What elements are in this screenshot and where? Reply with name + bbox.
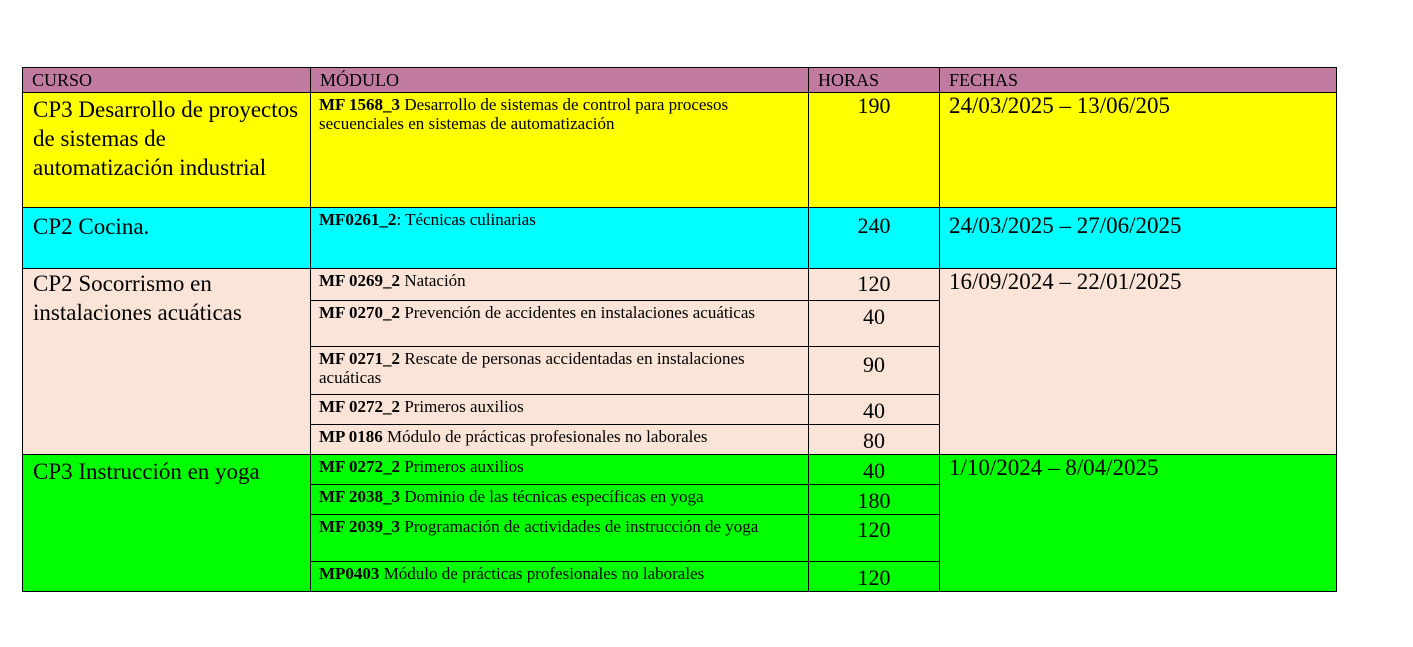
module-cell <box>311 395 809 425</box>
module-title: Prevención de accidentes en instalaciones acuáticas <box>400 303 756 322</box>
module-title: Desarrollo de sistemas de control para procesos secuenciales en sistemas de automatización <box>319 95 729 133</box>
module-text <box>311 562 808 583</box>
header-fechas: FECHAS <box>940 68 1337 93</box>
course-dates: 16/09/2024 – 22/01/2025 <box>949 269 1182 294</box>
module-code: MF 0269_2 <box>319 271 401 290</box>
module-text <box>311 208 808 229</box>
module-text <box>311 485 808 506</box>
module-title: : Técnicas culinarias <box>396 210 536 229</box>
module-hours: 180 <box>857 488 891 513</box>
hours-cell <box>809 485 940 515</box>
module-text <box>311 93 808 133</box>
dates-cell <box>940 208 1337 269</box>
course-name: CP2 Cocina. <box>33 214 150 239</box>
module-cell <box>311 455 809 485</box>
module-cell <box>311 93 809 208</box>
table-row <box>23 269 1337 301</box>
module-cell <box>311 347 809 395</box>
module-code: MF 1568_3 <box>319 95 401 114</box>
module-hours: 120 <box>857 565 891 590</box>
module-cell <box>311 269 809 301</box>
hours-cell <box>809 269 940 301</box>
module-code: MF 0271_2 <box>319 349 401 368</box>
hours-cell <box>809 208 940 269</box>
module-code: MF 0272_2 <box>319 457 401 476</box>
course-dates: 24/03/2025 – 13/06/205 <box>949 93 1171 118</box>
module-cell <box>311 562 809 592</box>
header-horas: HORAS <box>809 68 940 93</box>
header-curso: CURSO <box>23 68 311 93</box>
module-title: Natación <box>400 271 466 290</box>
hours-cell <box>809 425 940 455</box>
course-name: CP3 Desarrollo de proyectos de sistemas de automatización industrial <box>33 97 299 180</box>
module-hours: 240 <box>857 213 891 238</box>
hours-cell <box>809 347 940 395</box>
hours-cell <box>809 455 940 485</box>
module-cell <box>311 515 809 562</box>
hours-cell <box>809 93 940 208</box>
course-name-cell <box>23 455 311 592</box>
module-code: MF 0270_2 <box>319 303 401 322</box>
module-text <box>311 347 808 387</box>
course-name: CP2 Socorrismo en instalaciones acuáticas <box>33 271 242 325</box>
module-text <box>311 515 808 536</box>
module-code: MF 0272_2 <box>319 397 401 416</box>
module-hours: 120 <box>857 517 891 542</box>
module-title: Primeros auxilios <box>400 397 524 416</box>
course-name-cell <box>23 208 311 269</box>
hours-cell <box>809 301 940 347</box>
module-hours: 40 <box>863 398 885 423</box>
table-row <box>23 93 1337 208</box>
module-text <box>311 269 808 290</box>
module-code: MF0261_2 <box>319 210 397 229</box>
table-row <box>23 208 1337 269</box>
module-code: MF 2039_3 <box>319 517 401 536</box>
dates-cell <box>940 269 1337 455</box>
module-cell <box>311 208 809 269</box>
module-hours: 120 <box>857 271 891 296</box>
module-hours: 40 <box>863 458 885 483</box>
module-text <box>311 301 808 322</box>
hours-cell <box>809 562 940 592</box>
module-hours: 40 <box>863 304 885 329</box>
course-dates: 1/10/2024 – 8/04/2025 <box>949 455 1159 480</box>
course-name: CP3 Instrucción en yoga <box>33 459 260 484</box>
course-name-cell <box>23 93 311 208</box>
module-hours: 190 <box>857 93 891 118</box>
module-text <box>311 395 808 416</box>
module-text <box>311 425 808 446</box>
module-cell <box>311 425 809 455</box>
module-cell <box>311 485 809 515</box>
header-modulo: MÓDULO <box>311 68 809 93</box>
course-dates: 24/03/2025 – 27/06/2025 <box>949 213 1182 238</box>
hours-cell <box>809 395 940 425</box>
module-code: MF 2038_3 <box>319 487 401 506</box>
module-code: MP 0186 <box>319 427 383 446</box>
module-cell <box>311 301 809 347</box>
course-name-cell <box>23 269 311 455</box>
module-title: Rescate de personas accidentadas en instalaciones acuáticas <box>319 349 745 387</box>
header-row <box>23 68 1337 93</box>
courses-table <box>22 67 1337 592</box>
table-row <box>23 455 1337 485</box>
dates-cell <box>940 93 1337 208</box>
module-title: Programación de actividades de instrucción de yoga <box>400 517 759 536</box>
module-title: Primeros auxilios <box>400 457 524 476</box>
module-title: Módulo de prácticas profesionales no laborales <box>379 564 705 583</box>
module-code: MP0403 <box>319 564 380 583</box>
module-hours: 90 <box>863 352 885 377</box>
module-title: Dominio de las técnicas específicas en yoga <box>400 487 704 506</box>
hours-cell <box>809 515 940 562</box>
dates-cell <box>940 455 1337 592</box>
module-title: Módulo de prácticas profesionales no laborales <box>382 427 708 446</box>
module-hours: 80 <box>863 428 885 453</box>
module-text <box>311 455 808 476</box>
